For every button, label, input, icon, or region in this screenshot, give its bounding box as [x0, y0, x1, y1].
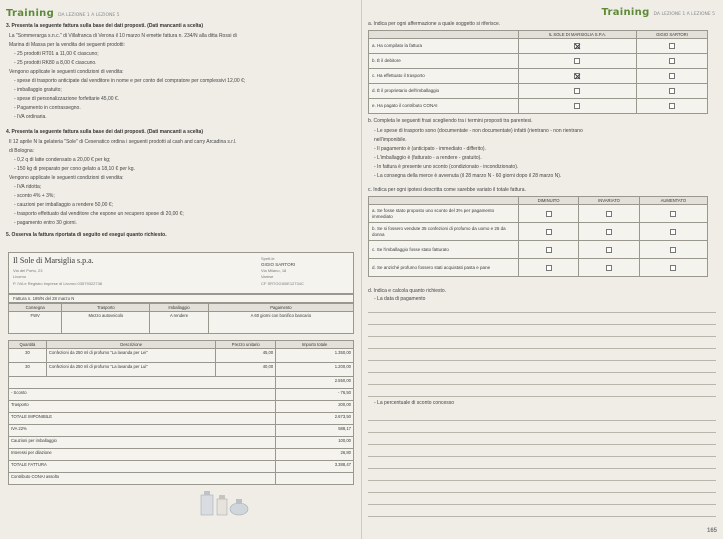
invoice-summary-row — [9, 389, 354, 401]
item-unit-price: 40,00 — [216, 363, 276, 377]
exercise-3-title: 3. Presenta la seguente fattura sulla base dei dati proposti. (Dati mancanti a scelta) — [6, 23, 204, 29]
exercise-5-title: 5. Osserva la fattura riportata di seguito ed esegui quanto richiesto. — [6, 232, 167, 238]
question-c-row — [369, 223, 708, 241]
checkbox-icon[interactable] — [669, 58, 675, 64]
question-a-header: GIGIO SARTORI — [636, 31, 707, 39]
checkbox-icon[interactable] — [670, 247, 676, 253]
invoice-reference-bar — [8, 294, 354, 303]
item-description: Confezioni da 250 ml di profumo "La lavanda per Lei" — [46, 349, 215, 363]
question-c-hypothesis: d. Se anziché profumo fossero stati acquistati pasta e pane — [369, 259, 519, 277]
summary-value: - 76,50 — [276, 389, 354, 401]
seller-address: Via del Porto, 23 — [13, 268, 43, 273]
question-c-cell — [519, 223, 579, 241]
answer-line — [368, 324, 716, 325]
question-a-title: a. Indica per ogni affermazione a quale soggetto si riferisce. — [368, 21, 501, 27]
exercise-4-line: - trasporto effettuato dal venditore che espone un recupero spese di 20,00 €; — [14, 211, 184, 217]
conditions-cell: A 60 giorni con bonifico bancario — [208, 312, 353, 334]
checkbox-icon[interactable] — [574, 103, 580, 109]
question-c-cell — [579, 259, 639, 277]
brand-title-left: Training DA LEZIONE 1 A LEZIONE 5 — [6, 8, 120, 19]
answer-line — [368, 348, 716, 349]
item-quantity: 30 — [9, 363, 47, 377]
checkbox-icon[interactable] — [546, 265, 552, 271]
question-c-cell — [579, 241, 639, 259]
checkbox-icon[interactable] — [670, 229, 676, 235]
checkbox-icon[interactable] — [606, 247, 612, 253]
answer-line — [368, 432, 716, 433]
checked-box-icon[interactable] — [574, 43, 580, 49]
question-a-cell — [519, 84, 637, 99]
buyer-address: Via Milano, 18 — [261, 268, 287, 273]
buyer-city: Varese — [261, 274, 274, 279]
question-c-table — [368, 196, 708, 277]
checkbox-icon[interactable] — [669, 88, 675, 94]
exercise-4-line: di Bologna: — [9, 148, 35, 154]
answer-line — [368, 456, 716, 457]
question-c-hypothesis: b. Se si fossero vendute 35 confezioni di profumo da uomo e 25 da donna — [369, 223, 519, 241]
checkbox-icon[interactable] — [670, 211, 676, 217]
question-a-cell — [519, 69, 637, 84]
question-b-line: - In fattura è presente uno sconto (condizionato - incondizionato). — [374, 164, 519, 170]
question-b-title: b. Completa le seguenti frasi scegliendo tra i termini proposti tra parentesi. — [368, 118, 533, 124]
exercise-3-line: - 25 prodotti RK80 a 8,00 € ciascuno. — [14, 60, 97, 66]
question-c-row — [369, 205, 708, 223]
question-b-line: nell'imponibile. — [374, 137, 407, 143]
question-c-cell — [639, 223, 707, 241]
exercise-4-line: - sconto 4% + 3%; — [14, 193, 55, 199]
question-d-item-1: - La data di pagamento — [374, 296, 426, 302]
answer-line — [368, 504, 716, 505]
question-c-cell — [519, 205, 579, 223]
question-c-cell — [579, 223, 639, 241]
invoice-conditions-table — [8, 303, 354, 334]
question-a-cell — [636, 84, 707, 99]
buyer-name: GIGIO SARTORI — [261, 262, 296, 267]
question-b-line: - L'imballaggio è (fatturato - a rendere - gratuito). — [374, 155, 482, 161]
question-c-cell — [639, 241, 707, 259]
checkbox-icon[interactable] — [574, 88, 580, 94]
summary-value: 2.673,50 — [276, 413, 354, 425]
summary-value: 588,17 — [276, 425, 354, 437]
question-a-statement: a. Ha compilato la fattura — [369, 39, 519, 54]
summary-value: 26,80 — [276, 449, 354, 461]
invoice-item-row — [9, 349, 354, 363]
page-number: 165 — [706, 527, 717, 534]
question-a-statement: c. Ha effettuato il trasporto — [369, 69, 519, 84]
checkbox-icon[interactable] — [606, 265, 612, 271]
spett-label: Spett.le — [261, 256, 275, 261]
answer-line — [368, 312, 716, 313]
invoice-summary-row — [9, 437, 354, 449]
summary-value: 100,00 — [276, 437, 354, 449]
question-d-item-2: - La percentuale di sconto concesso — [374, 400, 455, 406]
item-description: Confezioni da 250 ml di profumo "La lavanda per Lui" — [46, 363, 215, 377]
left-page — [0, 0, 361, 539]
question-a-cell — [519, 39, 637, 54]
exercise-4-line: - 0,2 q di latte condensato a 20,00 € per kg; — [14, 157, 111, 163]
question-a-header: IL SOLE DI MARSIGLIA S.P.A. — [519, 31, 637, 39]
items-header-cell: Importo totale — [276, 341, 354, 349]
exercise-4-line: - IVA ridotta; — [14, 184, 42, 190]
invoice-summary-row — [9, 449, 354, 461]
summary-value: 2.550,00 — [276, 377, 354, 389]
item-total: 1.200,00 — [276, 363, 354, 377]
invoice-items-table — [8, 340, 354, 485]
conditions-cell: Mezzo autoveicolo — [62, 312, 150, 334]
summary-label: Trasporto — [9, 401, 276, 413]
exercise-3-line: - IVA ordinaria. — [14, 114, 47, 120]
conditions-header-cell: Pagamento — [208, 304, 353, 312]
items-header-cell: Prezzo unitario — [216, 341, 276, 349]
conditions-header-cell: Consegna — [9, 304, 62, 312]
items-header-cell: Descrizione — [46, 341, 215, 349]
question-a-cell — [636, 54, 707, 69]
exercise-4-line: - cauzioni per imballaggio a rendere 50,00 €; — [14, 202, 113, 208]
checkbox-icon[interactable] — [606, 211, 612, 217]
item-quantity: 30 — [9, 349, 47, 363]
question-c-row — [369, 241, 708, 259]
exercise-3-line: La "Sommerarga s.n.c." di Villafranca di Verona il 10 marzo N emette fattura n. 234/N alla ditta Rossi di — [9, 33, 237, 39]
checkbox-icon[interactable] — [669, 43, 675, 49]
checkbox-icon[interactable] — [669, 103, 675, 109]
invoice-header — [8, 252, 354, 294]
exercise-3-line: - imballaggio gratuito; — [14, 87, 62, 93]
exercise-4-line: Vengono applicate le seguenti condizioni di vendita: — [9, 175, 124, 181]
summary-value: 200,00 — [276, 401, 354, 413]
summary-label: Cauzioni per imballaggio — [9, 437, 276, 449]
answer-line — [368, 492, 716, 493]
checkbox-icon[interactable] — [546, 247, 552, 253]
answer-line — [368, 360, 716, 361]
question-a-row — [369, 99, 708, 114]
checkbox-icon[interactable] — [574, 58, 580, 64]
answer-line — [368, 396, 716, 397]
answer-line — [368, 516, 716, 517]
checkbox-icon[interactable] — [669, 73, 675, 79]
exercise-3-line: - spese di trasporto anticipate dal venditore in nome e per conto del compratore per complessivi 12,00 €; — [14, 78, 246, 84]
exercise-3-line: - Pagamento in contrassegno. — [14, 105, 81, 111]
answer-line — [368, 420, 716, 421]
checkbox-icon[interactable] — [606, 229, 612, 235]
exercise-3-line: - spese di personalizzazione forfettarie 45,00 €. — [14, 96, 120, 102]
question-c-header: INVARIATO — [579, 197, 639, 205]
right-page — [362, 0, 723, 539]
seller-city: Livorno — [13, 274, 27, 279]
question-c-header — [369, 197, 519, 205]
question-c-cell — [639, 259, 707, 277]
question-b-line: - Il pagamento è (anticipato - immediato - differito). — [374, 146, 486, 152]
buyer-tax-code: CF SRTGGI00E12734C — [261, 281, 304, 286]
question-a-row — [369, 54, 708, 69]
answer-line — [368, 468, 716, 469]
invoice-summary-row — [9, 473, 354, 485]
summary-label: - Sconto — [9, 389, 276, 401]
answer-line — [368, 444, 716, 445]
conditions-cell: FWV — [9, 312, 62, 334]
conditions-header-cell: Trasporto — [62, 304, 150, 312]
summary-value — [276, 473, 354, 485]
question-a-row — [369, 69, 708, 84]
checkbox-icon[interactable] — [546, 211, 552, 217]
exercise-4-line: - pagamento entro 30 giorni. — [14, 220, 77, 226]
summary-label: TOTALE IMPONIBILE — [9, 413, 276, 425]
question-a-statement: e. Ha pagato il contributo CONAI — [369, 99, 519, 114]
answer-line — [368, 372, 716, 373]
question-a-row — [369, 39, 708, 54]
exercise-3-line: Marina di Massa per la vendita dei seguenti prodotti: — [9, 42, 125, 48]
question-a-cell — [519, 99, 637, 114]
question-c-header: DIMINUITO — [519, 197, 579, 205]
brand-title-right: Training DA LEZIONE 1 A LEZIONE 5 — [601, 7, 715, 18]
question-c-cell — [639, 205, 707, 223]
summary-label: IVA 22% — [9, 425, 276, 437]
invoice-summary-row — [9, 377, 354, 389]
invoice-summary-row — [9, 413, 354, 425]
summary-label: Interessi per dilazione — [9, 449, 276, 461]
question-c-title: c. Indica per ogni ipotesi descritta come sarebbe variato il totale fattura. — [368, 187, 526, 193]
answer-line — [368, 384, 716, 385]
conditions-header-cell: Imballaggio — [150, 304, 209, 312]
question-a-row — [369, 84, 708, 99]
invoice-summary-row — [9, 425, 354, 437]
seller-name: Il Sole di Marsiglia s.p.a. — [13, 256, 94, 265]
question-c-row — [369, 259, 708, 277]
perfume-bottles-image — [195, 489, 255, 517]
question-a-cell — [636, 69, 707, 84]
answer-line — [368, 336, 716, 337]
summary-label: TOTALE FATTURA — [9, 461, 276, 473]
question-a-cell — [636, 39, 707, 54]
item-unit-price: 45,00 — [216, 349, 276, 363]
summary-label — [9, 377, 276, 389]
question-c-header: AUMENTATO — [639, 197, 707, 205]
exercise-3-line: - 25 prodotti RT01 a 11,00 € ciascuno; — [14, 51, 99, 57]
question-a-statement: d. È il proprietario dell'imballaggio — [369, 84, 519, 99]
summary-label: Contributo CONAI assolto — [9, 473, 276, 485]
summary-value: 3.388,47 — [276, 461, 354, 473]
answer-line — [368, 480, 716, 481]
question-a-statement: b. È il debitore — [369, 54, 519, 69]
conditions-cell: A rendere — [150, 312, 209, 334]
question-b-line: - Le spese di trasporto sono (documentate - non documentate) infatti (rientrano - non rientrano — [374, 128, 583, 134]
checked-box-icon[interactable] — [574, 73, 580, 79]
exercise-4-title: 4. Presenta la seguente fattura sulla base dei dati proposti. (Dati mancanti a scelta) — [6, 129, 204, 135]
exercise-4-line: - 150 kg di preparato per cono gelato a 18,10 € per kg. — [14, 166, 135, 172]
question-d-title: d. Indica e calcola quanto richiesto. — [368, 288, 447, 294]
question-c-hypothesis: a. Se fosse stato proposto uno sconto del 3% per pagamento immediato — [369, 205, 519, 223]
checkbox-icon[interactable] — [546, 229, 552, 235]
exercise-4-line: Il 12 aprile N la gelateria "Sole" di Cesenatico ordina i seguenti prodotti al cash and carry Arcadina s.r.l. — [9, 139, 237, 145]
invoice-summary-row — [9, 461, 354, 473]
items-header-cell: Quantità — [9, 341, 47, 349]
question-c-cell — [519, 259, 579, 277]
invoice-item-row — [9, 363, 354, 377]
checkbox-icon[interactable] — [670, 265, 676, 271]
seller-registration: P. IVA e Registro imprese di Livorno 03579322738 — [13, 281, 103, 286]
invoice-reference: Fattura n. 189/N del 28 marzo N — [13, 296, 75, 301]
question-c-hypothesis: c. Se l'imballaggio fosse stato fatturato — [369, 241, 519, 259]
exercise-3-line: Vengono applicate le seguenti condizioni di vendita: — [9, 69, 124, 75]
question-c-cell — [519, 241, 579, 259]
question-a-table — [368, 30, 708, 114]
question-a-cell — [636, 99, 707, 114]
question-a-header — [369, 31, 519, 39]
question-c-cell — [579, 205, 639, 223]
invoice-summary-row — [9, 401, 354, 413]
item-total: 1.350,00 — [276, 349, 354, 363]
question-a-cell — [519, 54, 637, 69]
question-b-line: - La consegna della merce è avvenuta (il 28 marzo N - 60 giorni dopo il 28 marzo N). — [374, 173, 562, 179]
